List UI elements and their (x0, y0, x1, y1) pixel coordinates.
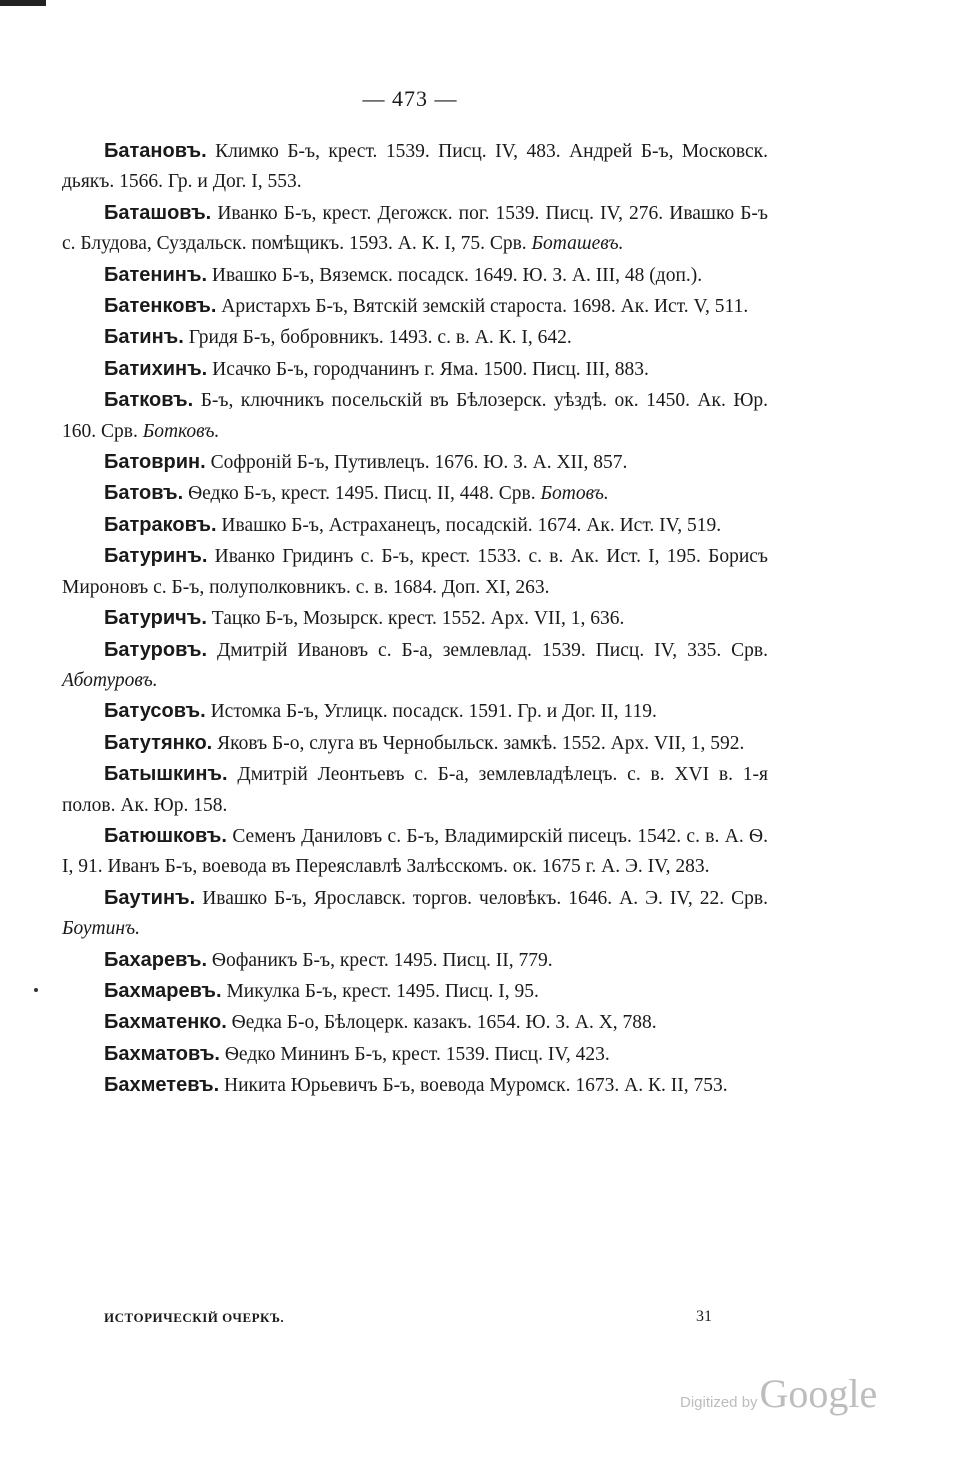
entry-text: Климко Б-ъ, крест. 1539. Писц. IV, 483. Андрей Б-ъ, Московск. дьякъ. 1566. Гр. и Дог. I, 553. (62, 141, 769, 193)
entry-headword: Батковъ. (104, 389, 194, 412)
entry-text: Ѳедка Б-о, Бѣлоцерк. казакъ. 1654. Ю. З. А. X, 788. (231, 1012, 657, 1034)
entry (62, 759, 768, 821)
entry-headword: Батышкинъ. (104, 763, 228, 786)
entry-headword: Батановъ. (104, 140, 207, 162)
entry (62, 541, 768, 603)
entry (62, 1007, 768, 1038)
entry-text: Никита Юрьевичъ Б-ъ, воевода Муромск. 1673. А. К. II, 753. (224, 1075, 728, 1097)
entry-text: Ивашко Б-ъ, Ярославск. торгов. человѣкъ. 1646. А. Э. IV, 22. Срв. (202, 887, 768, 909)
entry-text: Ѳофаникъ Б-ъ, крест. 1495. Писц. II, 779. (211, 949, 553, 971)
footer-sheet-number: 31 (696, 1308, 712, 1325)
entry (62, 198, 768, 260)
entry-text: Семенъ Даниловъ с. Б-ъ, Владимирскій писецъ. 1542. с. в. А. Ѳ. I, 91. Иванъ Б-ъ, воевода въ Переяславлѣ Залѣсскомъ. ок. 1675 г. А. Э. IV, 283. (62, 825, 768, 878)
entry-text: Дмитрій Ивановъ с. Б-а, землевлад. 1539. Писц. IV, 335. Срв. (217, 639, 768, 661)
entry (62, 821, 768, 883)
entry-headword: Батуровъ. (104, 638, 208, 661)
entry (62, 1039, 768, 1070)
footer-book-title: ИСТОРИЧЕСКІЙ ОЧЕРКЪ. (104, 1310, 285, 1325)
entry (62, 322, 768, 353)
entry-headword: Батинъ. (104, 326, 184, 349)
entry-text: Микулка Б-ъ, крест. 1495. Писц. I, 95. (226, 980, 539, 1002)
entry-text: Б-ъ, ключникъ посельскій въ Бѣлозерск. уѣздѣ. ок. 1450. Ак. Юр. 160. Срв. (62, 390, 769, 442)
entry-headword: Батюшковъ. (104, 824, 227, 847)
entry (62, 291, 768, 322)
entry (62, 1070, 768, 1101)
margin-dot (34, 988, 38, 992)
entry (62, 354, 768, 385)
entry (62, 260, 768, 291)
entry-headword: Батуринъ. (104, 545, 208, 568)
entry-text: Тацко Б-ъ, Мозырск. крест. 1552. Арх. VII, 1, 636. (211, 608, 625, 630)
entry-text: Истомка Б-ъ, Углицк. посадск. 1591. Гр. и Дог. II, 119. (210, 701, 657, 723)
entry (62, 883, 768, 945)
entry-text: Аристархъ Б-ъ, Вятскій земскій староста. 1698. Ак. Ист. V, 511. (221, 296, 749, 318)
entry (62, 976, 768, 1007)
entry-headword: Бахматенко. (104, 1011, 227, 1034)
google-logo-text: Google (759, 1371, 878, 1416)
entry-text: Исачко Б-ъ, городчанинъ г. Яма. 1500. Писц. III, 883. (212, 358, 649, 380)
entry-text: Софроній Б-ъ, Путивлецъ. 1676. Ю. З. А. XII, 857. (210, 452, 628, 474)
page-number: — 473 — (362, 86, 458, 111)
entry-text: Ѳедко Мининъ Б-ъ, крест. 1539. Писц. IV, 423. (224, 1043, 610, 1065)
entry-text: Ивашко Б-ъ, Астраханецъ, посадскій. 1674. Ак. Ист. IV, 519. (221, 514, 722, 536)
dictionary-entries (62, 136, 768, 1102)
entry (62, 728, 768, 759)
entry-text: Иванко Гридинъ с. Б-ъ, крест. 1533. с. в. Ак. Ист. I, 195. Борисъ Мироновъ с. Б-ъ, полуполковникъ. с. в. 1684. Доп. XI, 263. (62, 546, 769, 598)
entry-text: Ѳедко Б-ъ, крест. 1495. Писц. II, 448. Срв. (188, 483, 536, 505)
entry-text: Яковъ Б-о, слуга въ Чернобыльск. замкѣ. 1552. Арх. VII, 1, 592. (217, 732, 745, 754)
entry-headword: Бахаревъ. (104, 948, 208, 971)
entry (62, 945, 768, 976)
entry (62, 385, 768, 447)
entry (62, 510, 768, 541)
entry-text: Гридя Б-ъ, бобровникъ. 1493. с. в. А. К. I, 642. (188, 327, 572, 349)
entry (62, 696, 768, 727)
entry (62, 136, 768, 198)
entry-see-reference: Аботуровъ. (62, 669, 158, 691)
entry-text: Ивашко Б-ъ, Вяземск. посадск. 1649. Ю. З. А. III, 48 (доп.). (211, 264, 703, 286)
entry-headword: Батоврин. (104, 451, 206, 474)
watermark-prefix: Digitized by (680, 1394, 758, 1411)
entry-headword: Батенинъ. (104, 263, 208, 286)
entry-see-reference: Боташевъ. (531, 233, 624, 255)
entry-headword: Баташовъ. (104, 201, 212, 224)
scan-edge-mark (0, 0, 46, 6)
entry-headword: Батутянко. (104, 731, 213, 754)
entry-see-reference: Ботовъ. (540, 483, 609, 505)
entry-headword: Батенковъ. (104, 295, 217, 318)
entry-headword: Батуричъ. (104, 607, 207, 630)
entry-headword: Батраковъ. (104, 513, 217, 536)
entry-headword: Бахматовъ. (104, 1042, 220, 1065)
entry (62, 603, 768, 634)
entry (62, 447, 768, 478)
entry-text: Иванко Б-ъ, крест. Дегожск. пог. 1539. Писц. IV, 276. Ивашко Б-ъ с. Блудова, Суздальск. помѣщикъ. 1593. А. К. I, 75. Срв. (62, 202, 769, 255)
entry (62, 478, 768, 509)
entry (62, 635, 768, 697)
entry-see-reference: Боутинъ. (62, 918, 141, 940)
entry-headword: Батихинъ. (104, 357, 208, 380)
entry-headword: Батусовъ. (104, 700, 206, 723)
entry-headword: Бахмаревъ. (104, 979, 222, 1002)
digitized-by-watermark (680, 1370, 877, 1417)
entry-headword: Батовъ. (104, 482, 184, 505)
entry-headword: Бахметевъ. (104, 1074, 220, 1097)
entry-text: Дмитрій Леонтьевъ с. Б-а, землевладѣлецъ. с. в. XVI в. 1-я полов. Ак. Юр. 158. (62, 764, 769, 816)
entry-headword: Баутинъ. (104, 886, 196, 909)
entry-see-reference: Ботковъ. (142, 420, 220, 442)
